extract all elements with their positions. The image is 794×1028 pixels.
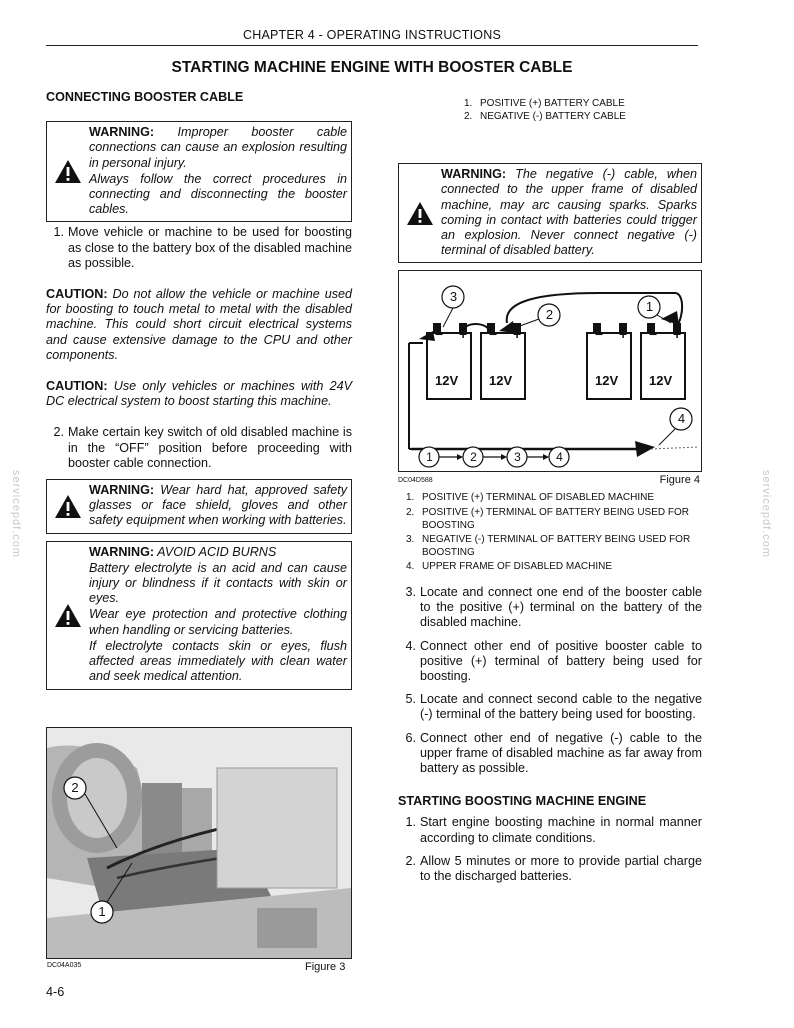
battery-label: 12V (435, 373, 459, 389)
step-text: Move vehicle or machine to be used for boosting as close to the battery box of the disabled machine as possible. (68, 225, 352, 270)
figure-4-caption-row (398, 472, 702, 486)
figure-3-id: DC04A035 (47, 962, 82, 969)
warning-triangle-icon (51, 159, 85, 184)
legend-item (464, 98, 702, 111)
warning-text: Battery electrolyte is an acid and can cause injury or blindness if it contacts with skin or eyes. (89, 560, 347, 606)
legend-text: NEGATIVE (-) BATTERY CABLE (480, 110, 626, 122)
warning-triangle-icon (403, 201, 437, 226)
section-heading-connecting: CONNECTING BOOSTER CABLE (46, 90, 244, 104)
section-heading-starting: STARTING BOOSTING MACHINE ENGINE (398, 794, 647, 809)
legend-text: POSITIVE (+) TERMINAL OF DISABLED MACHINE (422, 492, 654, 504)
step-item (46, 225, 352, 271)
battery-label: 12V (649, 373, 673, 389)
figure-4-label: Figure 4 (659, 474, 700, 487)
figure-3-legend (398, 98, 702, 123)
page-number: 4-6 (46, 985, 65, 999)
left-column (46, 90, 352, 690)
legend-number: 4. (406, 561, 415, 573)
terminal-minus: − (435, 326, 444, 343)
legend-number: 3. (406, 534, 415, 546)
legend-number: 1. (464, 98, 473, 109)
terminal-plus: + (459, 326, 468, 343)
step-item (46, 425, 352, 471)
warning-triangle-icon (51, 603, 85, 628)
step-number: 5. (405, 692, 416, 707)
callout-4: 4 (677, 411, 686, 427)
legend-text: POSITIVE (+) BATTERY CABLE (480, 98, 625, 109)
chapter-header: CHAPTER 4 - OPERATING INSTRUCTIONS (243, 28, 501, 42)
step-number: 2. (405, 853, 416, 868)
warning-label: WARNING: (441, 167, 507, 182)
callout-1: 1 (645, 299, 654, 315)
step-item (398, 815, 702, 845)
step-item (398, 639, 702, 685)
legend-item (406, 507, 702, 532)
step-text: Start engine boosting machine in normal manner according to climate conditions. (420, 815, 702, 845)
step-item (398, 731, 702, 777)
terminal-plus: + (619, 326, 628, 343)
step-number: 1. (405, 815, 416, 830)
step-text: Locate and connect one end of the booster cable to the positive (+) terminal on the battery of the disabled machine. (420, 584, 702, 630)
step-number: 2. (53, 425, 64, 440)
caution-text: Do not allow the vehicle or machine used for boosting to touch metal to metal with the disabled machine. This could short circuit electrical systems and cause extensive damage to the CPU and other components. (46, 287, 352, 362)
step-text: Make certain key switch of old disabled machine is in the “OFF” position before proceeding with booster cable connection. (68, 425, 352, 470)
step-text: Locate and connect second cable to the negative (-) terminal of the battery being used for boosting. (420, 692, 702, 722)
terminal-minus: − (489, 326, 498, 343)
caution-label: CAUTION: (46, 287, 108, 302)
warning-box-explosion (46, 121, 352, 222)
battery-label: 12V (595, 373, 619, 389)
watermark-right: servicepdf.com (760, 470, 772, 558)
legend-text: UPPER FRAME OF DISABLED MACHINE (422, 561, 613, 573)
caution-text: Use only vehicles or machines with 24V DC electrical system to boost starting this machine. (46, 379, 352, 409)
battery-label: 12V (489, 373, 513, 389)
legend-number: 2. (464, 110, 473, 122)
figure-4-legend (398, 492, 702, 574)
terminal-minus: − (649, 326, 658, 343)
legend-text: NEGATIVE (-) TERMINAL OF BATTERY BEING USED FOR BOOSTING (422, 534, 691, 558)
legend-item (406, 534, 702, 559)
caution-note (46, 379, 352, 409)
sequence-2: 2 (470, 450, 477, 465)
step-item (398, 692, 702, 722)
booster-wiring-diagram (399, 271, 701, 471)
step-number: 3. (405, 584, 416, 599)
figure-3-label: Figure 3 (305, 961, 346, 973)
sequence-1: 1 (426, 450, 433, 465)
page-title: STARTING MACHINE ENGINE WITH BOOSTER CABLE (171, 59, 573, 76)
callout-3: 3 (449, 289, 458, 305)
figure-4-id: DC04D588 (398, 477, 433, 485)
step-text: Allow 5 minutes or more to provide partial charge to the discharged batteries. (420, 853, 702, 884)
legend-number: 2. (406, 507, 415, 518)
right-column (398, 98, 702, 884)
step-number: 4. (405, 638, 416, 653)
step-number: 1. (53, 225, 64, 240)
caution-note (46, 287, 352, 363)
warning-text: Wear eye protection and protective clothing when handling or servicing batteries. (89, 607, 347, 637)
warning-box-safety-equipment (46, 479, 352, 534)
battery-connection-photo (47, 728, 351, 958)
terminal-plus: + (513, 326, 522, 343)
figure-4-diagram (398, 270, 702, 472)
sequence-3: 3 (514, 450, 521, 465)
watermark-left: servicepdf.com (10, 470, 22, 558)
figure-3-photo (46, 727, 352, 959)
legend-item (464, 111, 702, 124)
step-number: 6. (405, 730, 416, 745)
step-item (398, 585, 702, 631)
sequence-4: 4 (556, 450, 563, 465)
warning-text: Always follow the correct procedures in connecting and disconnecting the booster cables. (89, 171, 347, 217)
warning-box-negative-cable (398, 163, 702, 263)
warning-box-acid-burns (46, 541, 352, 690)
legend-number: 1. (406, 492, 415, 504)
warning-label: WARNING: (89, 544, 155, 559)
legend-text: POSITIVE (+) TERMINAL OF BATTERY BEING USED FOR BOOSTING (422, 507, 689, 531)
terminal-plus: + (673, 326, 682, 343)
warning-text: If electrolyte contacts skin or eyes, flush affected areas immediately with clean water and seek medical attention. (89, 638, 347, 684)
warning-triangle-icon (51, 494, 85, 519)
warning-text: Improper booster cable connections can cause an explosion resulting in personal injury. (89, 125, 347, 170)
warning-label: WARNING: (89, 483, 155, 498)
step-text: Connect other end of negative (-) cable to the upper frame of disabled machine as far away from battery as possible. (420, 730, 702, 775)
step-item (398, 854, 702, 884)
terminal-minus: − (595, 326, 604, 343)
warning-label: WARNING: (89, 125, 155, 140)
legend-item (406, 561, 702, 574)
header-rule (46, 45, 698, 46)
callout-2: 2 (545, 307, 554, 323)
caution-label: CAUTION: (46, 379, 108, 394)
callout-1: 1 (98, 904, 106, 919)
warning-text: Wear hard hat, approved safety glasses or face shield, gloves and other safety equipment when working with batteries. (89, 483, 348, 528)
warning-text: The negative (-) cable, when connected to the upper frame of disabled machine, may arc causing sparks. Sparks coming in contact with batteries could trigger an explosion. Never connect negative (-) terminal of disabled battery. (441, 167, 698, 258)
legend-item (406, 492, 702, 505)
step-text: Connect other end of positive booster cable to positive (+) terminal of battery being used for boosting. (420, 638, 702, 683)
callout-2: 2 (71, 780, 79, 795)
warning-title: AVOID ACID BURNS (157, 544, 277, 559)
